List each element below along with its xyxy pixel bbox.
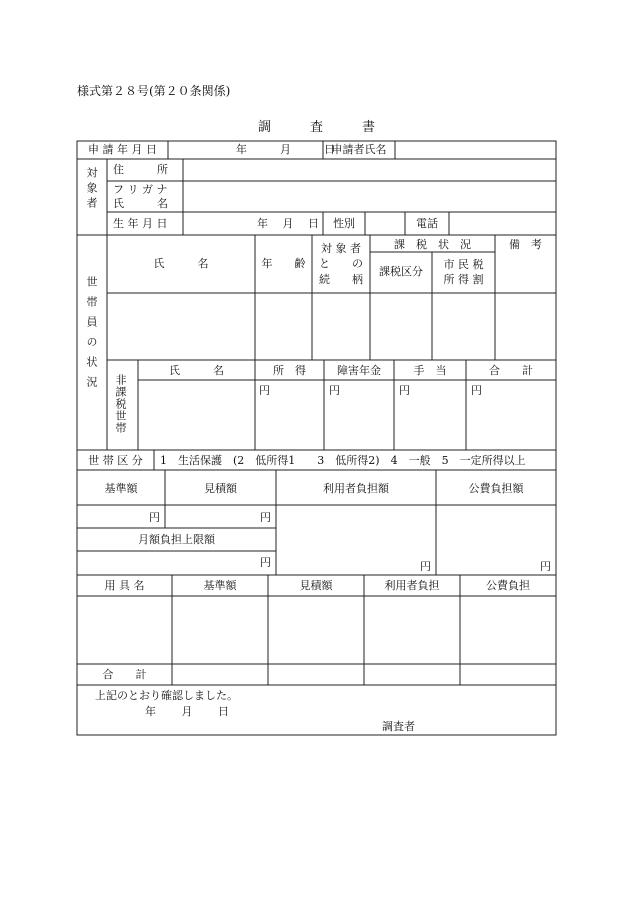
equipment-estimate-header: 見積額 xyxy=(299,579,333,592)
confirmation-statement: 上記のとおり確認しました。 xyxy=(95,689,238,702)
form-outer-border xyxy=(77,141,556,735)
income-header: 所 得 xyxy=(273,364,306,377)
nontax-label: 非課税世帯 xyxy=(114,374,127,434)
remarks-header: 備 考 xyxy=(509,238,542,251)
public-burden-yen: 円 xyxy=(540,560,551,573)
category-label: 世 帯 区 分 xyxy=(88,454,143,467)
monthly-limit-yen: 円 xyxy=(260,556,271,569)
gender-label: 性別 xyxy=(333,217,355,230)
income-yen: 円 xyxy=(259,384,270,397)
estimate-amount-header: 見積額 xyxy=(204,482,237,495)
application-date-label: 申 請 年 月 日 xyxy=(88,143,157,156)
public-burden-amount-header: 公費負担額 xyxy=(468,482,524,495)
address-label: 住 所 xyxy=(113,163,168,176)
pension-header: 障害年金 xyxy=(337,364,381,377)
application-date-value: 年 月 日 xyxy=(236,143,335,156)
household-group-label: 世帯員の状況 xyxy=(85,276,98,396)
household-name-header: 氏 名 xyxy=(153,257,209,270)
furigana-label: フ リ ガ ナ xyxy=(113,183,168,196)
page-title: 調 査 書 xyxy=(257,120,375,135)
equipment-user-burden-header: 利用者負担 xyxy=(384,579,440,592)
user-burden-yen: 円 xyxy=(420,560,431,573)
nontax-name-header: 氏 名 xyxy=(169,364,224,377)
relation-header-1: 対 象 者 xyxy=(321,242,361,255)
phone-label: 電話 xyxy=(416,217,438,230)
equipment-standard-header: 基準額 xyxy=(203,579,237,592)
standard-amount-yen: 円 xyxy=(149,511,160,524)
confirmation-date: 年 月 日 xyxy=(145,705,229,718)
form-number: 様式第２８号(第２０条関係) xyxy=(77,84,231,98)
municipal-tax-header-1: 市 民 税 xyxy=(443,258,484,271)
estimate-amount-yen: 円 xyxy=(260,511,271,524)
total-yen: 円 xyxy=(471,384,482,397)
equipment-total-label: 合 計 xyxy=(102,668,147,681)
relation-header-2: と の xyxy=(319,257,363,270)
relation-header-3: 続 柄 xyxy=(319,273,363,286)
allowance-header: 手 当 xyxy=(413,364,447,377)
subject-group-label: 対象者 xyxy=(85,167,98,212)
total-header: 合 計 xyxy=(489,364,533,377)
pension-yen: 円 xyxy=(329,384,340,397)
birthdate-value: 年 月 日 xyxy=(257,217,319,230)
age-header: 年 齢 xyxy=(261,257,306,270)
allowance-yen: 円 xyxy=(399,384,410,397)
monthly-limit-label: 月額負担上限額 xyxy=(138,533,215,546)
municipal-tax-header-2: 所 得 割 xyxy=(443,273,484,286)
user-burden-amount-header: 利用者負担額 xyxy=(323,482,389,495)
category-options: 1 生活保護 (2 低所得1 3 低所得2) 4 一般 5 一定所得以上 xyxy=(160,454,526,467)
standard-amount-header: 基準額 xyxy=(104,482,138,495)
equipment-name-header: 用 具 名 xyxy=(104,579,145,592)
tax-status-header: 課 税 状 況 xyxy=(394,238,471,251)
equipment-public-burden-header: 公費負担 xyxy=(486,579,530,592)
tax-class-header: 課税区分 xyxy=(379,265,423,278)
applicant-name-label: 申請者氏名 xyxy=(331,143,387,156)
birthdate-label: 生 年 月 日 xyxy=(113,217,168,230)
name-label: 氏 名 xyxy=(113,197,168,210)
inspector-label: 調査者 xyxy=(382,720,415,733)
